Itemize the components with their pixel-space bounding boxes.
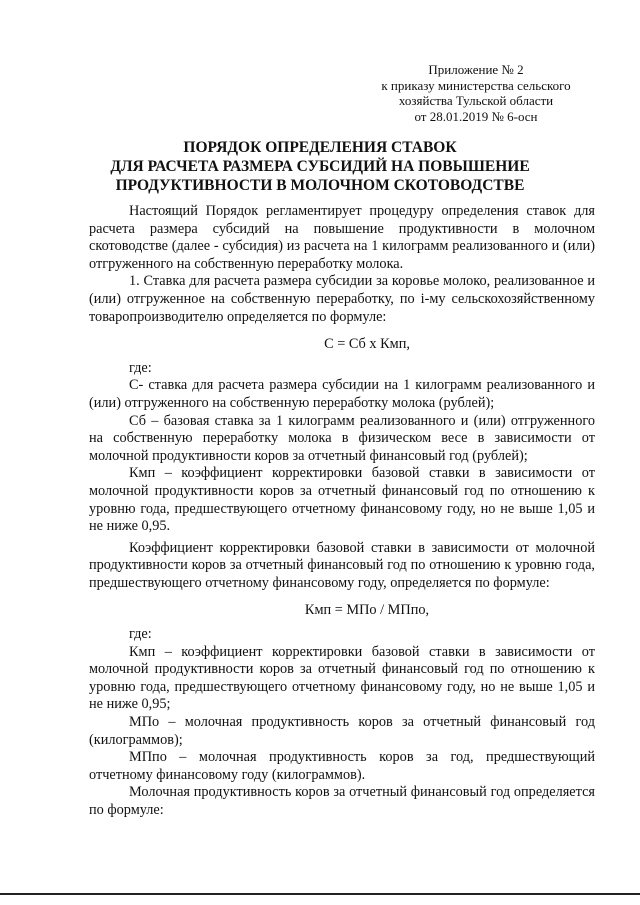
where-label-2: где: bbox=[129, 626, 152, 643]
definition-kmp-2: Кмп – коэффициент корректировки базовой ставки в зависимости от молочной продуктивности коров за отчетный финансовый год по отношению к уровню года, предшествующего отчетному финансовому году, но не выше 1,05 и не ниже 0,95; bbox=[89, 643, 595, 713]
coefficient-paragraph: Коэффициент корректировки базовой ставки в зависимости от молочной продуктивности коров за отчетный финансовый год по отношению к уровню года, предшествующего отчетному финансовому году, определяется по формуле: bbox=[89, 539, 595, 591]
title-line-3: ПРОДУКТИВНОСТИ В МОЛОЧНОМ СКОТОВОДСТВЕ bbox=[115, 177, 525, 194]
definition-sb: Сб – базовая ставка за 1 килограмм реализованного и (или) отгруженного на собственную переработку молока в физическом весе в зависимости от молочной продуктивности коров за отчетный финансовый год (рублей); bbox=[89, 412, 595, 464]
appendix-ministry: хозяйства Тульской области bbox=[398, 93, 554, 108]
appendix-number: Приложение № 2 bbox=[428, 62, 524, 77]
formula-coefficient: Кмп = МПо / МПпо, bbox=[304, 602, 430, 619]
appendix-header bbox=[360, 62, 592, 124]
appendix-date: от 28.01.2019 № 6-осн bbox=[414, 108, 538, 124]
where-label-1: где: bbox=[129, 359, 152, 376]
appendix-order-ref: к приказу министерства сельского bbox=[381, 77, 571, 93]
intro-paragraph: Настоящий Порядок регламентирует процедуру определения ставок для расчета размера субсидий на повышение продуктивности в молочном скотоводстве (далее - субсидия) из расчета на 1 килограмм реализованного и (или) отгруженного на собственную переработку молока. bbox=[89, 203, 595, 272]
last-paragraph: Молочная продуктивность коров за отчетный финансовый год определяется по формуле: bbox=[89, 784, 595, 818]
formula-rate: C = Сб х Кмп, bbox=[324, 336, 410, 353]
definition-kmp-1: Кмп – коэффициент корректировки базовой ставки в зависимости от молочной продуктивности коров за отчетный финансовый год по отношению к уровню года, предшествующего отчетному финансовому году, но не выше 1,05 и не ниже 0,95. bbox=[89, 465, 595, 535]
document-title bbox=[80, 138, 560, 195]
document-body bbox=[89, 203, 595, 820]
page-bottom-border bbox=[0, 893, 640, 895]
definition-mppo: МПпо – молочная продуктивность коров за год, предшествующий отчетному финансовому году (килограммов). bbox=[89, 749, 595, 783]
title-line-2: ДЛЯ РАСЧЕТА РАЗМЕРА СУБСИДИЙ НА ПОВЫШЕНИЕ bbox=[110, 158, 530, 175]
definition-mpo: МПо – молочная продуктивность коров за отчетный финансовый год (килограммов); bbox=[89, 714, 595, 748]
definition-c: С- ставка для расчета размера субсидии на 1 килограмм реализованного и (или) отгруженного на собственную переработку молока (рублей); bbox=[89, 377, 595, 411]
item-1-paragraph: 1. Ставка для расчета размера субсидии за коровье молоко, реализованное и (или) отгруженное на собственную переработку, по i-му сельскохозяйственному товаропроизводителю определяется по формуле: bbox=[89, 273, 595, 325]
title-line-1: ПОРЯДОК ОПРЕДЕЛЕНИЯ СТАВОК bbox=[183, 139, 457, 156]
